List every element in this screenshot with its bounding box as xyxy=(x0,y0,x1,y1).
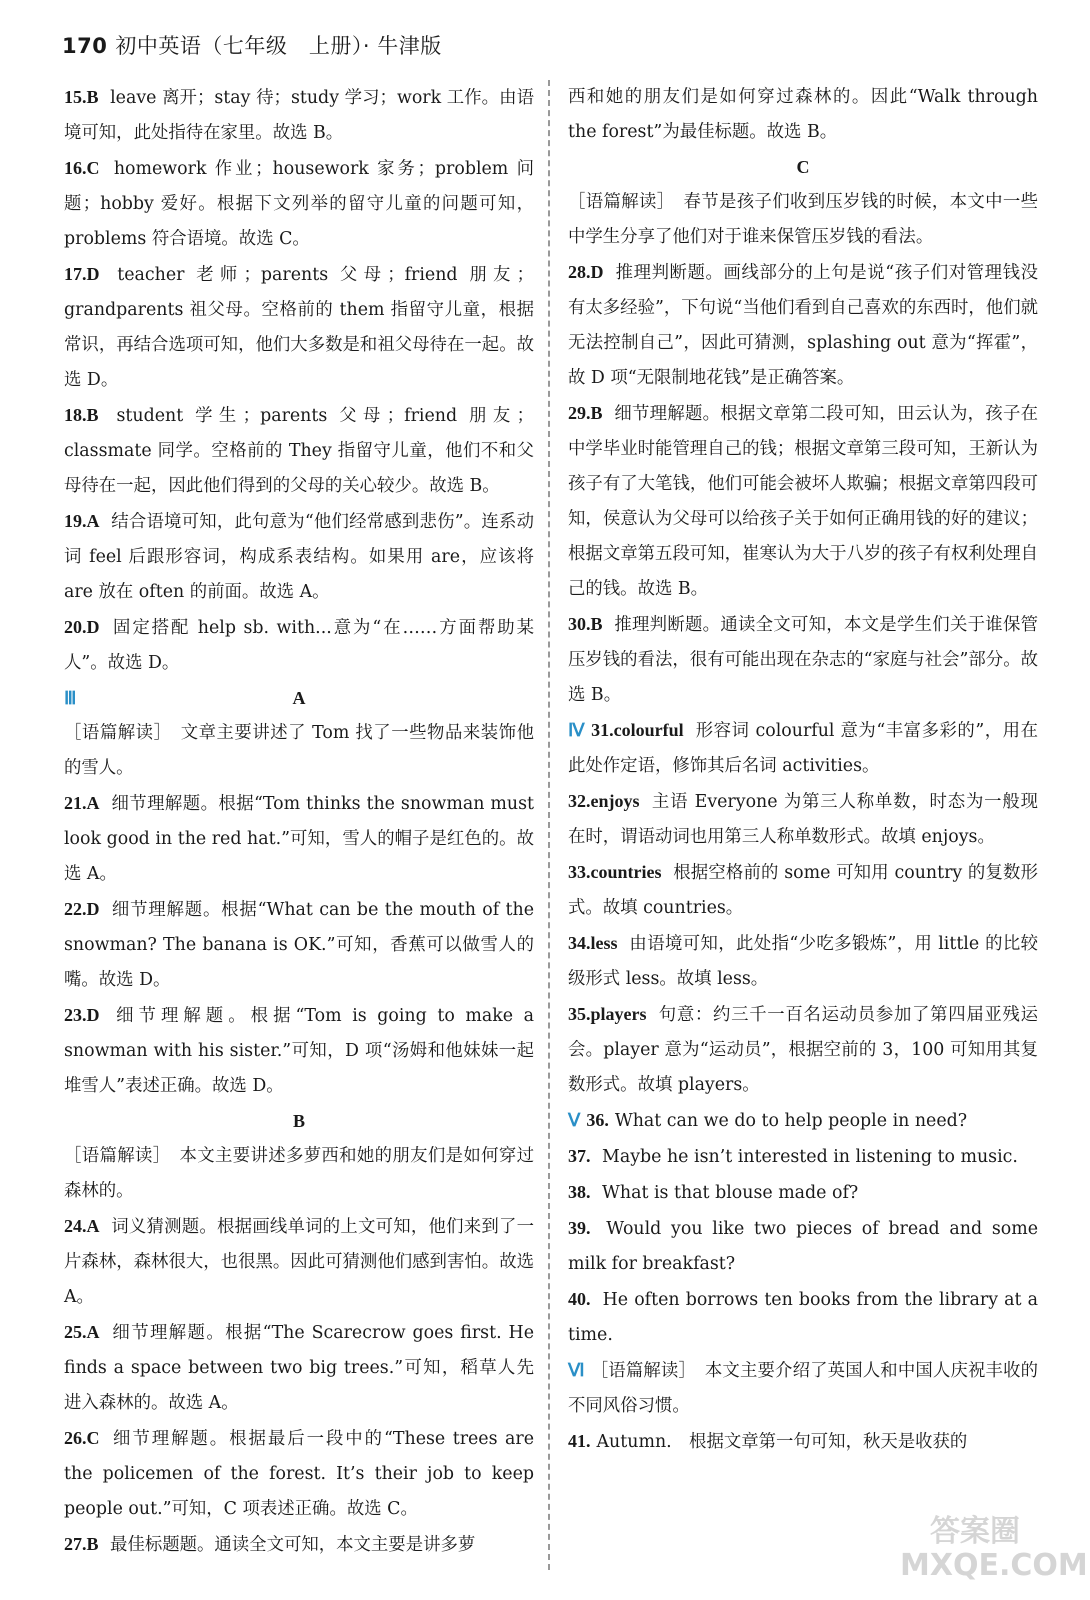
answer-text: homework 作业；housework 家务；problem 问题；hobby 爱好。根据下文列举的留守儿童的问题可知，problems 符合语境。故选 C。 xyxy=(64,159,535,249)
answer-number: 39. xyxy=(568,1218,591,1238)
answer-text: 主语 Everyone 为第三人称单数，时态为一般现在时，谓语动词也用第三人称单数形式。故填 enjoys。 xyxy=(568,792,1038,847)
answer-item xyxy=(568,997,1038,1103)
answer-number: 38. xyxy=(568,1182,591,1202)
answer-number: 19.A xyxy=(64,511,100,531)
answer-text: 推理判断题。通读全文可知，本文是学生们关于谁保管压岁钱的看法，很有可能出现在杂志的“家庭与社会”部分。故选 B。 xyxy=(568,615,1038,705)
answer-text: 句意：约三千一百名运动员参加了第四届亚残运会。player 意为“运动员”，根据空前的 3，100 可知用其复数形式。故填 players。 xyxy=(568,1005,1038,1095)
answer-number: 34.less xyxy=(568,933,618,953)
answer-number: 28.D xyxy=(568,262,604,282)
section-roman: Ⅵ xyxy=(568,1360,585,1380)
section-roman: Ⅴ xyxy=(568,1110,581,1130)
answer-text: 词义猜测题。根据画线单词的上文可知，他们来到了一片森林，森林很大，也很黑。因此可猜测他们感到害怕。故选 A。 xyxy=(64,1217,534,1307)
answer-item xyxy=(568,396,1038,607)
answer-number: 23.D xyxy=(64,1005,100,1025)
answer-number: 37. xyxy=(568,1146,591,1166)
answer-number: 35.players xyxy=(568,1004,647,1024)
answer-number: 17.D xyxy=(64,264,100,284)
answer-item xyxy=(64,151,534,257)
answer-number: 21.A xyxy=(64,793,100,813)
answer-text: 最佳标题题。通读全文可知，本文主要是讲多萝 xyxy=(110,1535,476,1555)
answer-text: 固定搭配 help sb. with...意为“在……方面帮助某人”。故选 D。 xyxy=(64,618,535,673)
answer-continuation: 西和她的朋友们是如何穿过森林的。因此“Walk through the forest”为最佳标题。故选 B。 xyxy=(568,87,1038,142)
answer-text: 细节理解题。根据“What can be the mouth of the snowman? The banana is OK.”可知，香蕉可以做雪人的嘴。故选 D。 xyxy=(64,900,534,990)
answer-item xyxy=(568,1103,1038,1139)
answer-number: 40. xyxy=(568,1289,591,1309)
answer-number: 22.D xyxy=(64,899,100,919)
answer-item xyxy=(568,607,1038,713)
passage-label: B xyxy=(292,1111,305,1131)
answer-text: student 学生；parents 父母；friend 朋友；classmate 同学。空格前的 They 指留守儿童，他们不和父母待在一起，因此他们得到的父母的关心较少。故选 B。 xyxy=(64,406,535,496)
left-column xyxy=(64,80,534,1563)
right-column xyxy=(568,80,1038,1460)
answer-text: 细节理解题。根据“Tom thinks the snowman must look good in the red hat.”可知，雪人的帽子是红色的。故选 A。 xyxy=(64,794,534,884)
answer-item xyxy=(568,1211,1038,1282)
answer-number: 20.D xyxy=(64,617,100,637)
answer-item xyxy=(64,610,534,681)
answer-text: 细节理解题。根据“The Scarecrow goes first. He finds a space between two big trees.”可知，稻草人先进入森林的。故选 A。 xyxy=(64,1323,534,1413)
answer-number: 27.B xyxy=(64,1534,99,1554)
answer-item xyxy=(568,784,1038,855)
answer-text: What is that blouse made of? xyxy=(602,1183,859,1203)
page-header xyxy=(62,30,442,60)
answer-number: 31.colourful xyxy=(591,720,684,740)
answer-item xyxy=(568,255,1038,396)
section-3-heading xyxy=(64,681,534,716)
answer-text: Maybe he isn’t interested in listening to music. xyxy=(602,1147,1018,1167)
answer-text: 形容词 colourful 意为“丰富多彩的”，用在此处作定语，修饰其后名词 activities。 xyxy=(568,721,1038,776)
answer-text: 由语境可知，此处指“少吃多锻炼”，用 little 的比较级形式 less。故填 less。 xyxy=(568,934,1039,989)
answer-number: 18.B xyxy=(64,405,99,425)
answer-item xyxy=(64,998,534,1104)
answer-text: 细节理解题。根据最后一段中的“These trees are the policemen of the forest. It’s their job to keep people out.”可知，C 项表述正确。故选 C。 xyxy=(64,1429,534,1519)
watermark-logo: 答案圈 MXQE.COM xyxy=(900,1514,1088,1583)
passage-intro: ［语篇解读］ 本文主要介绍了英国人和中国人庆祝丰收的不同风俗习惯。 xyxy=(568,1361,1038,1416)
passage-intro: ［语篇解读］ 文章主要讲述了 Tom 找了一些物品来装饰他的雪人。 xyxy=(64,723,534,778)
answer-text: Would you like two pieces of bread and some milk for breakfast? xyxy=(568,1219,1038,1274)
answer-item xyxy=(64,892,534,998)
answer-number: 32.enjoys xyxy=(568,791,640,811)
answer-item xyxy=(64,1527,534,1563)
answer-item xyxy=(568,1175,1038,1211)
answer-item xyxy=(568,1282,1038,1353)
answer-text: He often borrows ten books from the library at a time. xyxy=(568,1290,1038,1345)
answer-item xyxy=(568,713,1038,784)
answer-item xyxy=(64,504,534,610)
section-roman: Ⅳ xyxy=(568,720,586,740)
answer-text: leave 离开；stay 待；study 学习；work 工作。由语境可知，此处指待在家里。故选 B。 xyxy=(64,88,534,143)
book-title: 初中英语（七年级 上册）· 牛津版 xyxy=(115,34,442,58)
answer-number: 41. xyxy=(568,1431,591,1451)
answer-item xyxy=(64,398,534,504)
passage-label: A xyxy=(292,688,306,708)
section-6-intro xyxy=(568,1353,1038,1424)
column-divider xyxy=(548,80,550,1570)
answer-number: 24.A xyxy=(64,1216,100,1236)
answer-item xyxy=(64,257,534,398)
answer-item xyxy=(568,926,1038,997)
answer-text: 细节理解题。根据“Tom is going to make a snowman with his sister.”可知，D 项“汤姆和他妹妹一起堆雪人”表述正确。故选 D。 xyxy=(64,1006,534,1096)
answer-number: 25.A xyxy=(64,1322,100,1342)
answer-number: 26.C xyxy=(64,1428,100,1448)
answer-number: 33.countries xyxy=(568,862,662,882)
answer-text: 根据空格前的 some 可知用 country 的复数形式。故填 countries。 xyxy=(568,863,1038,918)
answer-item xyxy=(568,1139,1038,1175)
passage-intro: ［语篇解读］ 本文主要讲述多萝西和她的朋友们是如何穿过森林的。 xyxy=(64,1146,534,1201)
passage-intro: ［语篇解读］ 春节是孩子们收到压岁钱的时候，本文中一些中学生分享了他们对于谁来保管压岁钱的看法。 xyxy=(568,192,1038,247)
answer-item xyxy=(64,1315,534,1421)
answer-text: 细节理解题。根据文章第二段可知，田云认为，孩子在中学毕业时能管理自己的钱；根据文章第三段可知，王新认为孩子有了大笔钱，他们可能会被坏人欺骗；根据文章第四段可知，侯意认为父母可以给孩子关于如何正确用钱的好的建议；根据文章第五段可知，崔寒认为大于八岁的孩子有权利处理自己的钱。故选 B。 xyxy=(568,404,1038,599)
answer-number: 36. xyxy=(586,1110,609,1130)
answer-number: 29.B xyxy=(568,403,603,423)
page-number: 170 xyxy=(62,34,108,58)
answer-item xyxy=(568,1424,1038,1460)
answer-number: 15.B xyxy=(64,87,99,107)
answer-item xyxy=(64,80,534,151)
section-roman: Ⅲ xyxy=(64,688,77,708)
answer-item xyxy=(64,786,534,892)
answer-item xyxy=(64,1421,534,1527)
answer-text: 推理判断题。画线部分的上句是说“孩子们对管理钱没有太多经验”，下句说“当他们看到自己喜欢的东西时，他们就无法控制自己”，因此可猜测，splashing out 意为“挥霍”，故 D 项“无限制地花钱”是正确答案。 xyxy=(568,263,1038,388)
answer-item xyxy=(64,1209,534,1315)
answer-number: 30.B xyxy=(568,614,603,634)
passage-label: C xyxy=(796,157,810,177)
answer-item xyxy=(568,855,1038,926)
answer-number: 16.C xyxy=(64,158,100,178)
answer-text: Autumn. 根据文章第一句可知，秋天是收获的 xyxy=(596,1432,968,1452)
answer-text: teacher 老师；parents 父母；friend 朋友；grandparents 祖父母。空格前的 them 指留守儿童，根据常识，再结合选项可知，他们大多数是和祖父母待在一起。故选 D。 xyxy=(64,265,534,390)
answer-text: What can we do to help people in need? xyxy=(614,1111,968,1131)
answer-text: 结合语境可知，此句意为“他们经常感到悲伤”。连系动词 feel 后跟形容词，构成系表结构。如果用 are，应该将 are 放在 often 的前面。故选 A。 xyxy=(64,512,534,602)
